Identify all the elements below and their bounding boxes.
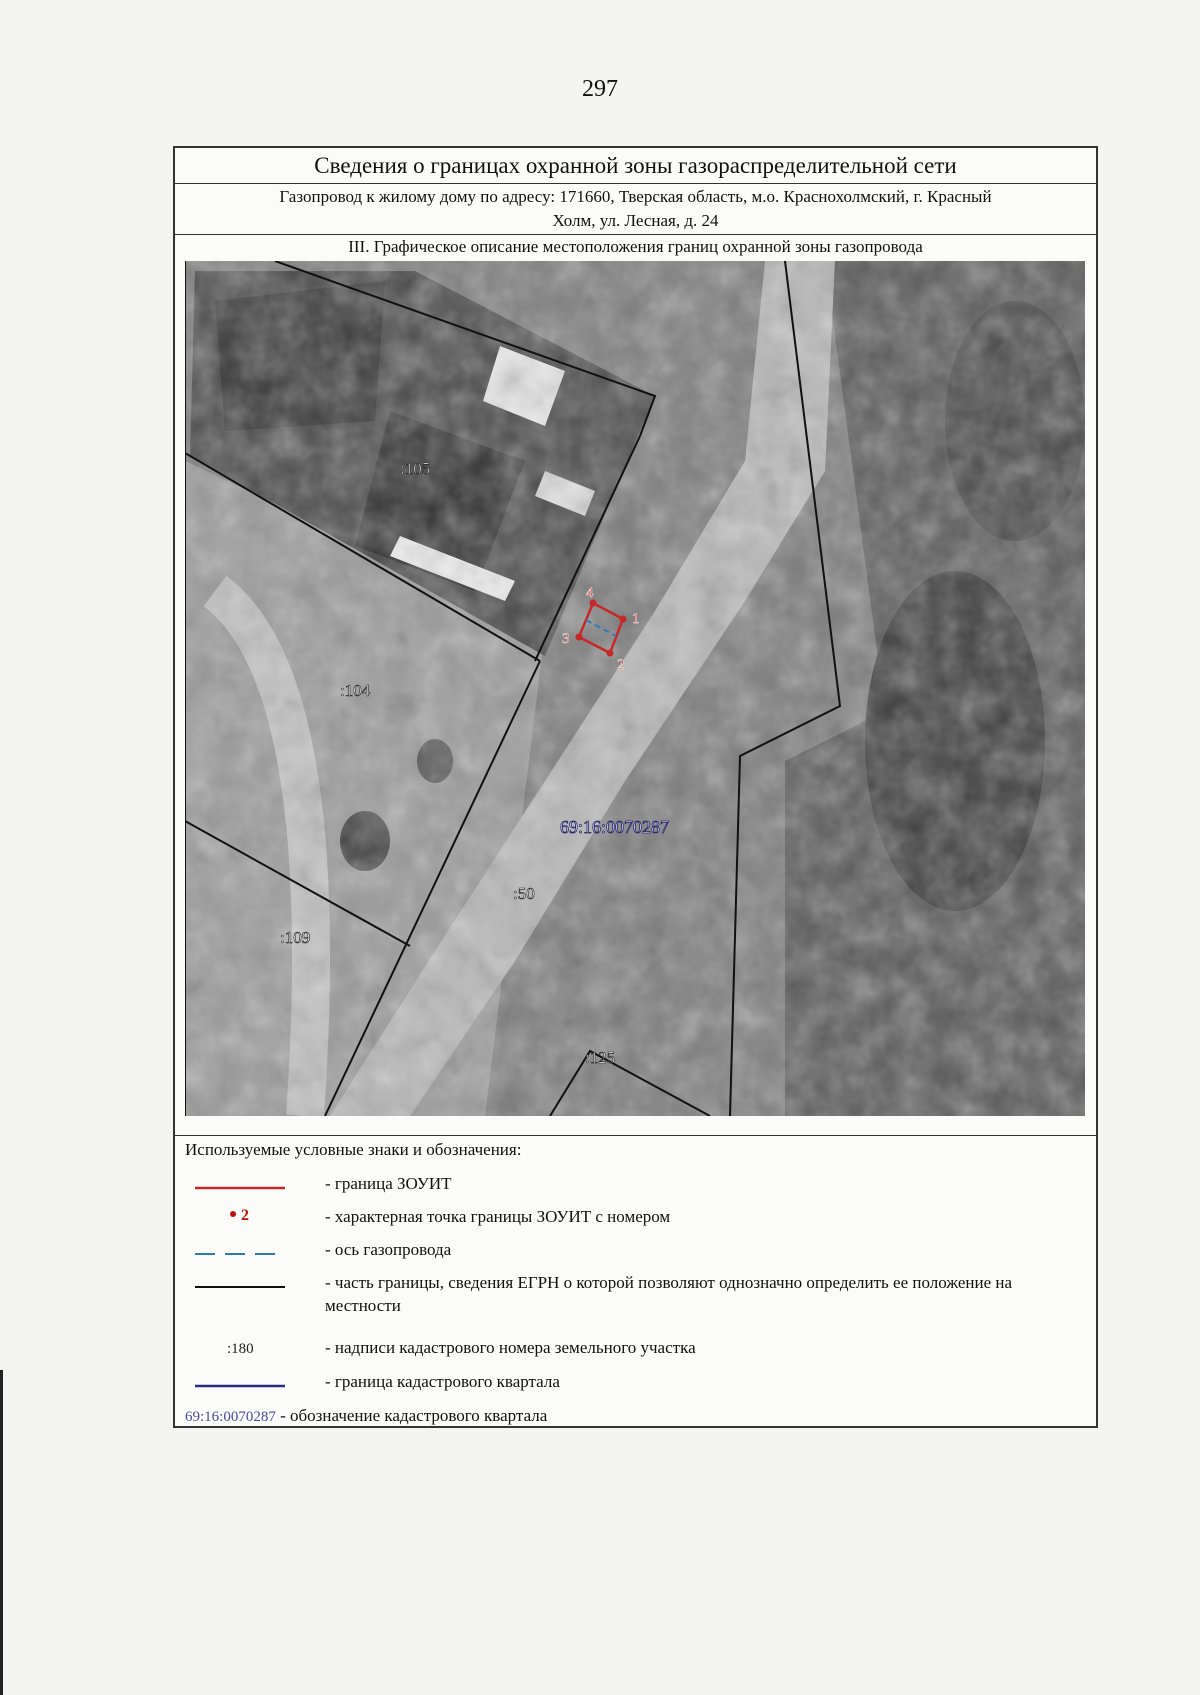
- object-line-2: Холм, ул. Лесная, д. 24: [552, 211, 719, 230]
- zone-point: [607, 650, 614, 657]
- legend-separator: [175, 1135, 1096, 1136]
- legend-item-egrn-boundary: [175, 1271, 1096, 1323]
- point-label: 2: [617, 657, 625, 673]
- object-description: [175, 183, 1096, 235]
- point-label: 1: [632, 611, 640, 627]
- object-line-1: Газопровод к жилому дому по адресу: 171660, Тверская область, м.о. Краснохолмский, г. Красный: [279, 187, 992, 206]
- parcel-label: :50: [513, 884, 535, 903]
- legend-desc: - ось газопровода: [325, 1240, 452, 1259]
- legend-item-quarter-label: [185, 1406, 547, 1426]
- quarter-boundary-symbol: [195, 1378, 285, 1394]
- point-symbol: [230, 1211, 236, 1217]
- zone-boundary-symbol: [195, 1180, 285, 1196]
- zone-point: [620, 616, 627, 623]
- point-label: 3: [562, 631, 570, 647]
- zone-point: [576, 634, 583, 641]
- parcel-label: :125: [585, 1048, 616, 1067]
- quarter-sample: 69:16:0070287: [185, 1409, 276, 1425]
- legend-desc: - характерная точка границы ЗОУИТ с номером: [325, 1207, 671, 1226]
- cadastral-quarter-label: 69:16:0070287: [560, 817, 670, 837]
- section-heading: III. Графическое описание местоположения границ охранной зоны газопровода: [348, 237, 923, 256]
- legend-desc: - граница кадастрового квартала: [325, 1372, 560, 1391]
- aerial-map: [185, 261, 1085, 1116]
- legend-desc: - часть границы, сведения ЕГРН о которой позволяют однозначно определить ее положение на местности: [325, 1273, 1013, 1315]
- parcel-number-sample: :180: [227, 1341, 254, 1357]
- page-number: 297: [582, 76, 618, 102]
- egrn-boundary-symbol: [195, 1279, 285, 1295]
- pipeline-axis-symbol: [195, 1246, 285, 1262]
- point-label: 4: [586, 585, 594, 601]
- legend-item-quarter-boundary: [175, 1370, 1096, 1410]
- point-sample: 2: [241, 1207, 249, 1224]
- parcel-label: :109: [280, 928, 311, 947]
- legend-heading: Используемые условные знаки и обозначения:: [185, 1140, 522, 1159]
- legend-desc: - надписи кадастрового номера земельного участка: [325, 1338, 696, 1357]
- legend-desc: - граница ЗОУИТ: [325, 1174, 452, 1193]
- document-title: Сведения о границах охранной зоны газораспределительной сети: [175, 148, 1096, 184]
- binding-edge: [0, 1370, 3, 1695]
- parcel-label: :104: [340, 681, 371, 700]
- parcel-label: :105: [400, 459, 431, 478]
- document-frame: [173, 146, 1098, 1428]
- legend-desc: - обозначение кадастрового квартала: [280, 1406, 548, 1425]
